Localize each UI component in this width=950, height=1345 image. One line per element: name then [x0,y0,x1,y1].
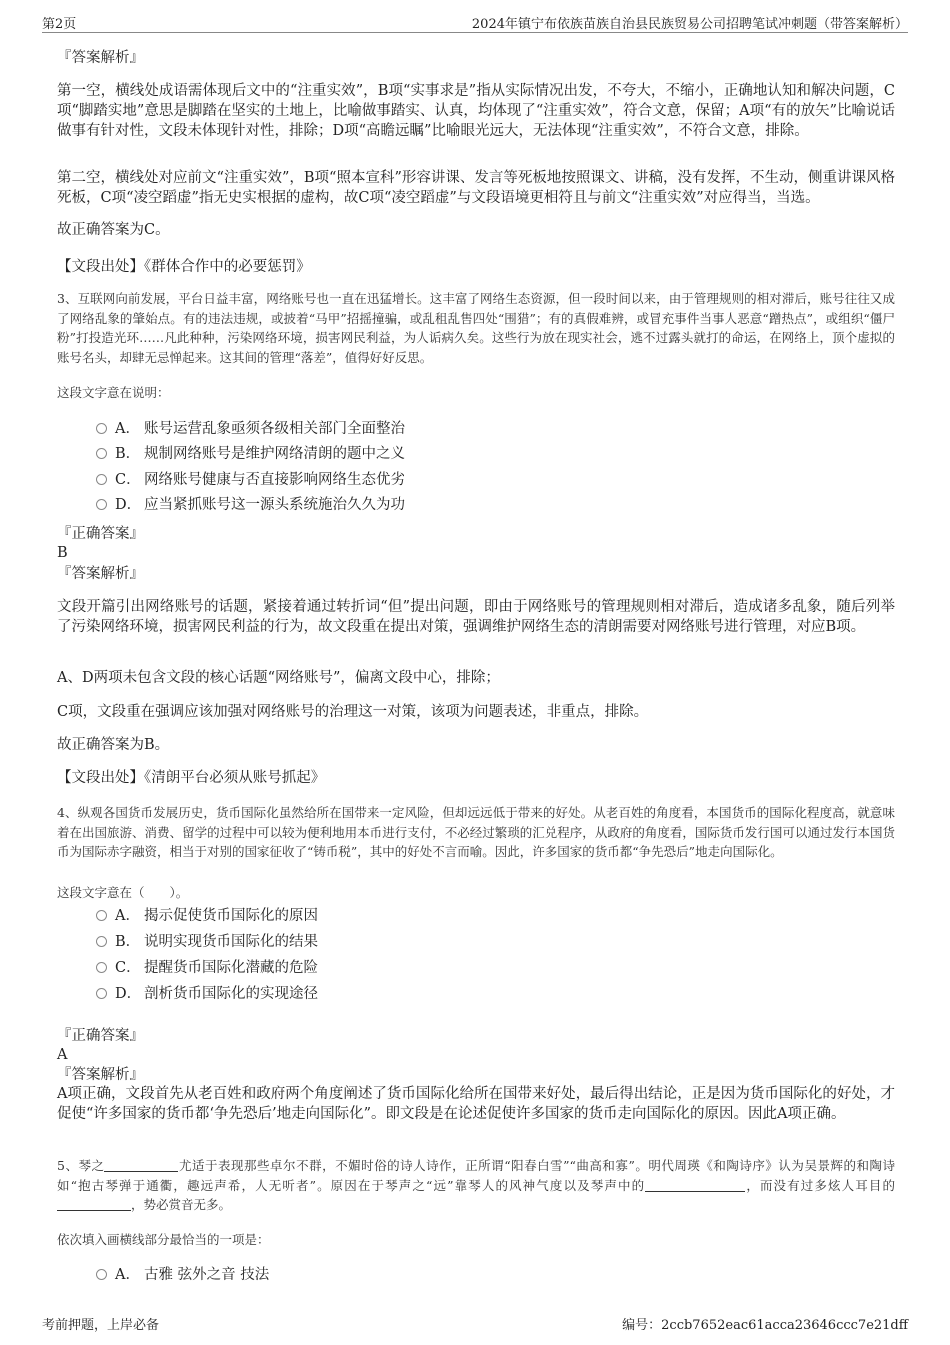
q5-stem-part: 尤适于表现那些卓尔不群，不媚时俗的诗人诗作，正所谓“阳春白雪”“曲高和寡”。明代周瑛《和陶诗序》认为吴景辉的和陶诗如“抱古琴弹于通衢，趣远声希，人无听者”。原因在于琴声之“远”靠琴人的风神气度以及琴声中的 [57,1158,895,1193]
option-text: 网络账号健康与否直接影响网络生态优劣 [144,472,405,488]
radio-icon[interactable] [96,499,107,510]
radio-icon[interactable] [96,962,107,973]
document-id: 编号：2ccb7652eac61acca23646ccc7e21dff [622,1318,908,1333]
q2-analysis-label: 『答案解析』 [57,50,144,66]
radio-icon[interactable] [96,988,107,999]
option-text: 古雅 弦外之音 技法 [144,1267,270,1283]
q4-stem: 4、纵观各国货币发展历史，货币国际化虽然给所在国带来一定风险，但却远远低于带来的好处。从老百姓的角度看，本国货币的国际化程度高，就意味着在出国旅游、消费、留学的过程中可以较为便利地用本币进行支付，不必经过繁琐的汇兑程序，从政府的角度看，国际货币发行国可以通过发行本国货币为国际赤字融资，相当于对别的国家征收了“铸币税”，其中的好处不言而喻。因此，许多国家的货币都“争先恐后”地走向国际化。 [57,805,895,859]
option-letter: B． [115,446,141,462]
fill-blank-3 [57,1198,131,1211]
fill-blank-1 [104,1159,178,1172]
q5-option-a[interactable] [96,1265,269,1285]
q2-analysis-para2: 第二空，横线处对应前文“注重实效”，B项“照本宣科”形容讲课、发言等死板地按照课文、讲稿，没有发挥，不生动，侧重讲课风格死板，C项“凌空蹈虚”指无史实根据的虚构，故C项“凌空蹈虚”与文段语境更相符且与前文“注重实效”对应得当，当选。 [57,170,895,206]
q4-answer: A [57,1047,68,1063]
q3-answer: B [57,545,68,561]
option-letter: B． [115,934,141,950]
q3-option-d[interactable] [96,495,405,515]
q4-option-b[interactable] [96,932,318,952]
page-number: 第2页 [42,17,77,32]
option-letter: A． [115,1267,140,1283]
q3-option-c[interactable] [96,470,405,490]
option-letter: D． [115,497,142,513]
q3-analysis-para2: A、D两项未包含文段的核心话题“网络账号”，偏离文段中心，排除； [57,670,500,686]
q3-option-a[interactable] [96,419,405,439]
option-text: 说明实现货币国际化的结果 [144,934,318,950]
q3-prompt: 这段文字意在说明： [57,385,170,400]
fill-blank-2 [645,1179,745,1192]
footer-slogan: 考前押题，上岸必备 [42,1318,160,1333]
q4-option-a[interactable] [96,906,318,926]
q5-stem-part: ，而没有过多炫人耳目的 [745,1177,895,1193]
q3-analysis-para3: C项，文段重在强调应该加强对网络账号的治理这一对策，该项为问题表述，非重点，排除。 [57,704,649,720]
q3-analysis-para1: 文段开篇引出网络账号的话题，紧接着通过转折词“但”提出问题，即由于网络账号的管理规则相对滞后，造成诸多乱象，随后列举了污染网络环境，损害网民利益的行为，故文段重在提出对策，强调维护网络生态的清朗需要对网络账号进行管理，对应B项。 [57,599,895,635]
option-letter: A． [115,908,140,924]
option-letter: A． [115,421,140,437]
q3-stem: 3、互联网向前发展，平台日益丰富，网络账号也一直在迅猛增长。这丰富了网络生态资源，但一段时间以来，由于管理规则的相对滞后，账号往往又成了网络乱象的肇始点。有的违法违规，或披着“马甲”招摇撞骗，或乱租乱售四处“围猎”；有的真假难辨，或冒充事件当事人恶意“蹭热点”，或组织“僵尸粉”打投造光环……凡此种种，污染网络环境，损害网民利益，为人诟病久矣。这些行为放在现实社会，逃不过露头就打的命运，在网络上，顶个虚拟的账号名头，却肆无忌惮起来。这其间的管理“落差”，值得好好反思。 [57,291,895,365]
document-title: 2024年镇宁布依族苗族自治县民族贸易公司招聘笔试冲刺题（带答案解析） [471,17,908,32]
q2-analysis-para1: 第一空，横线处成语需体现后文中的“注重实效”，B项“实事求是”指从实际情况出发，不夸大，不缩小，正确地认知和解决问题，C项“脚踏实地”意思是脚踏在坚实的土地上，比喻做事踏实、认真，均体现了“注重实效”，符合文意，保留；A项“有的放矢”比喻说话做事有针对性，文段未体现针对性，排除；D项“高瞻远瞩”比喻眼光远大，无法体现“注重实效”，不符合文意，排除。 [57,83,895,139]
q4-option-d[interactable] [96,984,318,1004]
option-text: 应当紧抓账号这一源头系统施治久久为功 [144,497,405,513]
q3-conclusion: 故正确答案为B。 [57,737,170,753]
radio-icon[interactable] [96,910,107,921]
radio-icon[interactable] [96,1269,107,1280]
q2-source: 【文段出处】《群体合作中的必要惩罚》 [57,259,311,275]
option-text: 账号运营乱象亟须各级相关部门全面整治 [144,421,405,437]
page-header [42,10,908,33]
radio-icon[interactable] [96,423,107,434]
q3-source: 【文段出处】《清朗平台必须从账号抓起》 [57,770,326,786]
option-letter: C． [115,472,141,488]
q4-option-c[interactable] [96,958,318,978]
q4-answer-label: 『正确答案』 [57,1028,144,1044]
option-letter: D． [115,986,142,1002]
q3-answer-label: 『正确答案』 [57,526,144,542]
option-letter: C． [115,960,141,976]
q2-conclusion: 故正确答案为C。 [57,222,170,238]
q3-analysis-label: 『答案解析』 [57,566,144,582]
option-text: 规制网络账号是维护网络清朗的题中之义 [144,446,405,462]
q4-prompt: 这段文字意在（ ）。 [57,885,189,900]
q4-analysis-label: 『答案解析』 [57,1067,144,1083]
q5-stem-part: ，势必赏音无多。 [131,1197,232,1212]
radio-icon[interactable] [96,936,107,947]
radio-icon[interactable] [96,448,107,459]
q5-stem-part: 5、琴之 [57,1158,105,1173]
radio-icon[interactable] [96,474,107,485]
q5-prompt: 依次填入画横线部分最恰当的一项是： [57,1232,270,1247]
option-text: 揭示促使货币国际化的原因 [144,908,318,924]
option-text: 提醒货币国际化潜藏的危险 [144,960,318,976]
q5-stem [57,1156,895,1215]
q3-option-b[interactable] [96,444,405,464]
q4-analysis-para1: A项正确，文段首先从老百姓和政府两个角度阐述了货币国际化给所在国带来好处，最后得出结论，正是因为货币国际化的好处，才促使“许多国家的货币都‘争先恐后’地走向国际化”。即文段是在论述促使许多国家的货币走向国际化的原因。因此A项正确。 [57,1086,895,1122]
option-text: 剖析货币国际化的实现途径 [144,986,318,1002]
